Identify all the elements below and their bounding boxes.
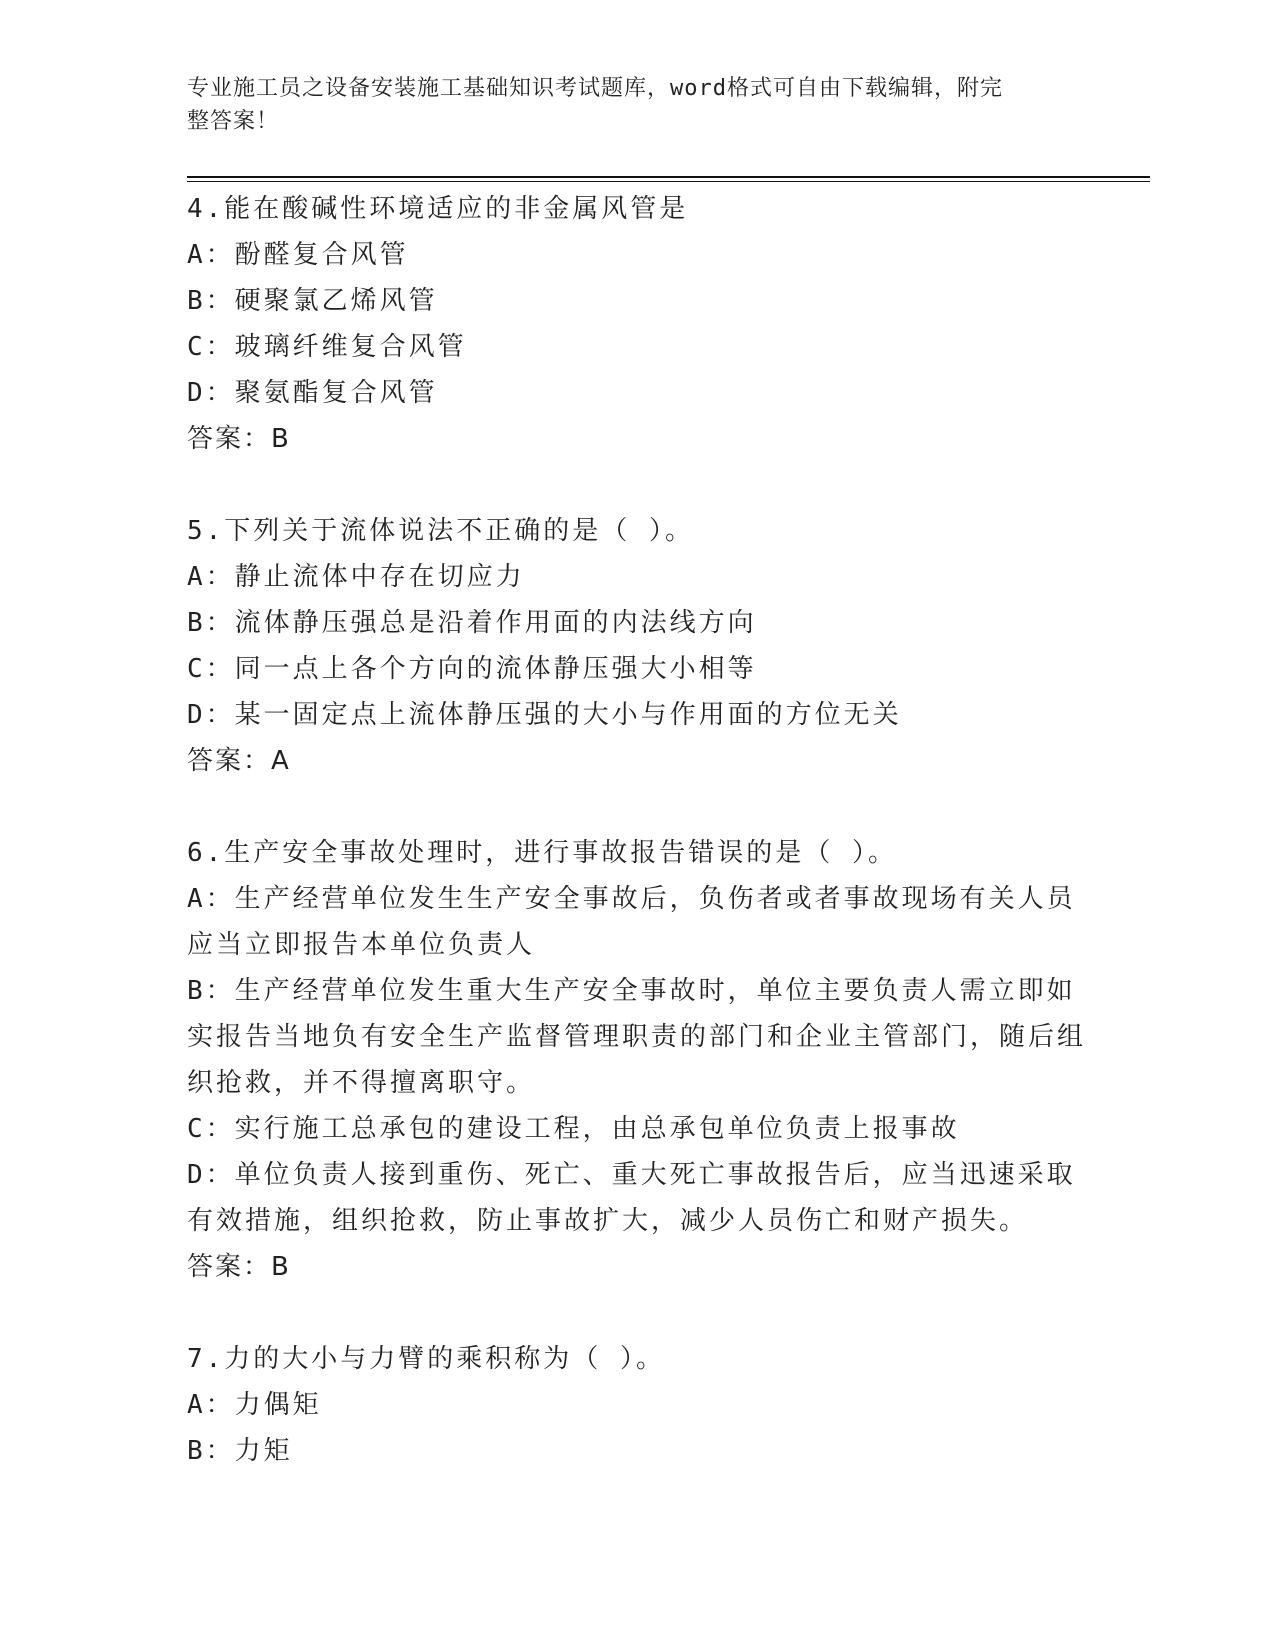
answer-line: 答案：B	[187, 1252, 291, 1282]
answer-line: 答案：A	[187, 746, 291, 776]
question-6	[187, 830, 1087, 1290]
option-d: D：某一固定点上流体静压强的大小与作用面的方位无关	[187, 700, 902, 730]
option-b: B：力矩	[187, 1436, 293, 1466]
header-rule-thick	[187, 176, 1150, 178]
question-stem: 6.生产安全事故处理时，进行事故报告错误的是（ ）。	[187, 838, 897, 868]
answer-line: 答案：B	[187, 424, 291, 454]
option-c: C：玻璃纤维复合风管	[187, 332, 467, 362]
option-a: A：静止流体中存在切应力	[187, 562, 525, 592]
question-5	[187, 508, 1087, 784]
question-stem: 5.下列关于流体说法不正确的是（ ）。	[187, 516, 694, 546]
option-a: A：生产经营单位发生生产安全事故后，负伤者或者事故现场有关人员应当立即报告本单位负责人	[187, 884, 1076, 960]
header-line-1: 专业施工员之设备安装施工基础知识考试题库，word格式可自由下载编辑，附完	[187, 76, 1003, 101]
option-d: D：单位负责人接到重伤、死亡、重大死亡事故报告后，应当迅速采取有效措施，组织抢救，防止事故扩大，减少人员伤亡和财产损失。	[187, 1160, 1076, 1236]
option-c: C：同一点上各个方向的流体静压强大小相等	[187, 654, 757, 684]
question-7	[187, 1336, 1087, 1474]
option-b: B：流体静压强总是沿着作用面的内法线方向	[187, 608, 757, 638]
option-a: A：力偶矩	[187, 1390, 322, 1420]
question-stem: 4.能在酸碱性环境适应的非金属风管是	[187, 194, 689, 224]
option-d: D：聚氨酯复合风管	[187, 378, 438, 408]
option-b: B：生产经营单位发生重大生产安全事故时，单位主要负责人需立即如实报告当地负有安全生产监督管理职责的部门和企业主管部门，随后组织抢救，并不得擅离职守。	[187, 976, 1087, 1098]
option-c: C：实行施工总承包的建设工程，由总承包单位负责上报事故	[187, 1114, 960, 1144]
header-line-2: 整答案！	[187, 109, 280, 134]
question-list	[187, 186, 1087, 1520]
option-a: A：酚醛复合风管	[187, 240, 409, 270]
question-4	[187, 186, 1087, 462]
option-b: B：硬聚氯乙烯风管	[187, 286, 438, 316]
document-header	[187, 72, 1067, 138]
header-rule-thin	[187, 181, 1150, 182]
question-stem: 7.力的大小与力臂的乘积称为（ ）。	[187, 1344, 665, 1374]
